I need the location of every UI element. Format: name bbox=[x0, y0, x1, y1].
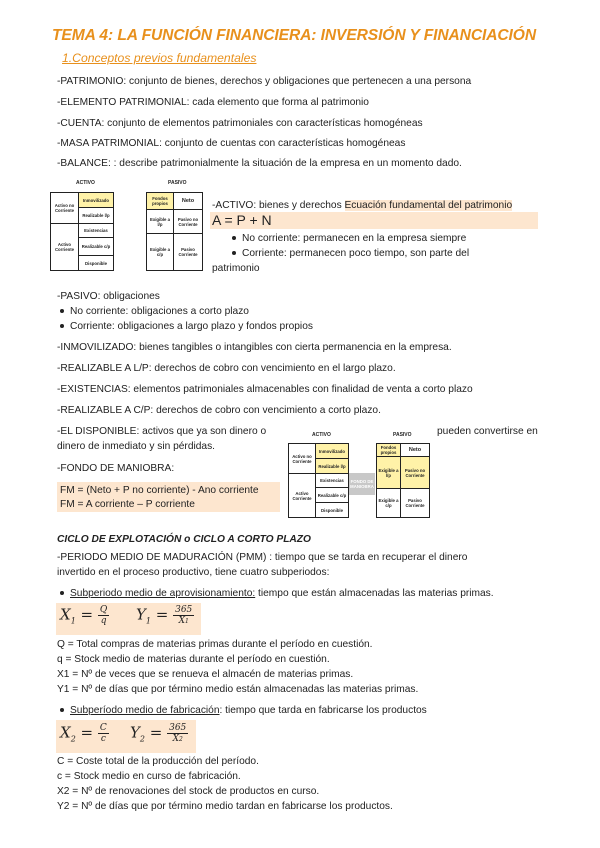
activo-header: ACTIVO bbox=[76, 180, 95, 186]
pasivo-corriente-cell-2: Pasivo Corriente bbox=[400, 488, 430, 518]
def-activo bbox=[212, 199, 512, 212]
formula-x1: $X_1$ = $\frac{Q}{q}$ bbox=[60, 605, 108, 626]
def-c-stock: c = Stock medio en curso de fabricación. bbox=[57, 771, 241, 782]
activo-bullet-cont: patrimonio bbox=[212, 263, 260, 274]
def-realizable-lp: -REALIZABLE A L/P: derechos de cobro con vencimiento en el largo plazo. bbox=[57, 363, 396, 374]
disponible-cell: Disponible bbox=[78, 255, 114, 271]
subperiodo-fabricacion bbox=[60, 704, 427, 717]
exigible-cp-cell-2: Exigible a c/p bbox=[376, 488, 401, 518]
exigible-lp-cell-2: Exigible a l/p bbox=[376, 456, 401, 489]
pasivo-no-corriente-cell: Pasivo no Corriente bbox=[173, 209, 203, 234]
balance-diagram-fondo-maniobra bbox=[288, 432, 433, 520]
subperiodo-2-label: Subperíodo medio de fabricación bbox=[70, 705, 220, 716]
neto-cell: Neto bbox=[173, 192, 203, 210]
realizable-cp-cell-2: Realizable c/p bbox=[315, 487, 349, 503]
section-heading: 1.Conceptos previos fundamentales bbox=[62, 51, 257, 65]
subperiodo-aprovisionamiento bbox=[60, 587, 494, 600]
def-x2: X2 = Nº de renovaciones del stock de productos en curso. bbox=[57, 786, 320, 797]
realizable-cp-cell: Realizable c/p bbox=[78, 237, 114, 256]
def-q-total: Q = Total compras de materias primas durante el período en cuestión. bbox=[57, 639, 373, 650]
activo-no-corriente-cell: Activo no Corriente bbox=[50, 192, 79, 224]
fondos-propios-cell: Fondos propios bbox=[146, 192, 174, 210]
def-disponible-line2: dinero de inmediato y sin pérdidas. bbox=[57, 441, 216, 452]
pmm-line-2: invertido en el proceso productivo, tiene cuatro subperiodos: bbox=[57, 567, 330, 578]
pasivo-corriente-cell: Pasivo Corriente bbox=[173, 233, 203, 271]
ciclo-heading: CICLO DE EXPLOTACIÓN o CICLO A CORTO PLAZO bbox=[57, 534, 311, 545]
activo-prefix: -ACTIVO: bienes y derechos bbox=[212, 200, 345, 211]
neto-cell-2: Neto bbox=[400, 443, 430, 457]
def-existencias: -EXISTENCIAS: elementos patrimoniales almacenables con finalidad de venta a corto plazo bbox=[57, 384, 473, 395]
def-disponible: -EL DISPONIBLE: activos que ya son dinero o bbox=[57, 426, 267, 437]
def-c-coste: C = Coste total de la producción del período. bbox=[57, 756, 259, 767]
existencias-cell: Existencias bbox=[78, 223, 114, 238]
def-fondo-maniobra: -FONDO DE MANIOBRA: bbox=[57, 463, 175, 474]
activo-corriente-cell: Activo Corriente bbox=[50, 223, 79, 271]
def-inmovilizado: -INMOVILIZADO: bienes tangibles o intangibles con cierta permanencia en la empresa. bbox=[57, 342, 452, 353]
pasivo-header: PASIVO bbox=[168, 180, 187, 186]
fondos-propios-cell-2: Fondos propios bbox=[376, 443, 401, 457]
subperiodo-1-label: Subperiodo medio de aprovisionamiento: bbox=[70, 588, 256, 599]
fm-formula-1: FM = (Neto + P no corriente) - Ano corriente bbox=[60, 485, 259, 496]
exigible-lp-cell: Exigible a l/p bbox=[146, 209, 174, 234]
def-elemento-patrimonial: -ELEMENTO PATRIMONIAL: cada elemento que forma al patrimonio bbox=[57, 97, 369, 108]
subperiodo-2-desc: : tiempo que tarda en fabricarse los productos bbox=[219, 705, 427, 716]
inmovilizado-cell-2: Inmovilizado bbox=[315, 443, 349, 459]
pasivo-header-2: PASIVO bbox=[393, 432, 412, 438]
pasivo-bullet-corriente: Corriente: obligaciones a largo plazo y fondos propios bbox=[60, 320, 313, 333]
def-y1: Y1 = Nº de días que por término medio están almacenadas las materias primas. bbox=[57, 684, 419, 695]
ecuacion-highlight: Ecuación fundamental del patrimonio bbox=[344, 200, 513, 211]
def-y2: Y2 = Nº de días que por término medio tardan en fabricarse los productos. bbox=[57, 801, 393, 812]
formula-y2: $Y_2$ = $\frac{365}{X2}$ bbox=[130, 723, 187, 744]
def-disponible-cont: pueden convertirse en bbox=[437, 426, 538, 437]
fm-formula-2: FM = A corriente – P corriente bbox=[60, 499, 195, 510]
pasivo-no-corriente-cell-2: Pasivo no Corriente bbox=[400, 456, 430, 489]
page-title: TEMA 4: LA FUNCIÓN FINANCIERA: INVERSIÓN Y FINANCIACIÓN bbox=[52, 27, 536, 44]
def-cuenta: -CUENTA: conjunto de elementos patrimoniales con características homogéneas bbox=[57, 118, 423, 129]
activo-corriente-cell-2: Activo Corriente bbox=[288, 473, 316, 518]
def-x1: X1 = Nº de veces que se renueva el almacén de materias primas. bbox=[57, 669, 354, 680]
inmovilizado-cell: Inmovilizado bbox=[78, 192, 114, 208]
realizable-lp-cell-2: Realizable l/p bbox=[315, 458, 349, 474]
subperiodo-1-desc: tiempo que están almacenadas las materias primas. bbox=[255, 588, 494, 599]
disponible-cell-2: Disponible bbox=[315, 502, 349, 518]
activo-bullet-corriente: Corriente: permanecen poco tiempo, son parte del bbox=[232, 247, 469, 260]
activo-no-corriente-cell-2: Activo no Corriente bbox=[288, 443, 316, 474]
realizable-lp-cell: Realizable l/p bbox=[78, 207, 114, 224]
pasivo-bullet-no-corriente: No corriente: obligaciones a corto plazo bbox=[60, 305, 249, 318]
existencias-cell-2: Existencias bbox=[315, 473, 349, 488]
formula-x2: $X_2$ = $\frac{C}{c}$ bbox=[60, 723, 107, 744]
activo-header-2: ACTIVO bbox=[312, 432, 331, 438]
formula-y1: $Y_1$ = $\frac{365}{X1}$ bbox=[136, 605, 193, 626]
def-masa-patrimonial: -MASA PATRIMONIAL: conjunto de cuentas con características homogéneas bbox=[57, 138, 406, 149]
def-q-stock: q = Stock medio de materias durante el período en cuestión. bbox=[57, 654, 330, 665]
ecuacion-fundamental: A = P + N bbox=[212, 212, 272, 228]
def-patrimonio: -PATRIMONIO: conjunto de bienes, derechos y obligaciones que pertenecen a una persona bbox=[57, 76, 472, 87]
exigible-cp-cell: Exigible a c/p bbox=[146, 233, 174, 271]
activo-bullet-no-corriente: No corriente: permanecen en la empresa siempre bbox=[232, 232, 466, 245]
pmm-line-1: -PERIODO MEDIO DE MADURACIÓN (PMM) : tiempo que se tarda en recuperar el dinero bbox=[57, 552, 468, 563]
def-balance: -BALANCE: : describe patrimonialmente la situación de la empresa en un momento dado. bbox=[57, 158, 462, 169]
fondo-maniobra-cell: FONDO DE MANIOBRA bbox=[349, 473, 375, 495]
def-realizable-cp: -REALIZABLE A C/P: derechos de cobro con vencimiento a corto plazo. bbox=[57, 405, 381, 416]
balance-diagram bbox=[50, 180, 205, 275]
def-pasivo: -PASIVO: obligaciones bbox=[57, 291, 160, 302]
